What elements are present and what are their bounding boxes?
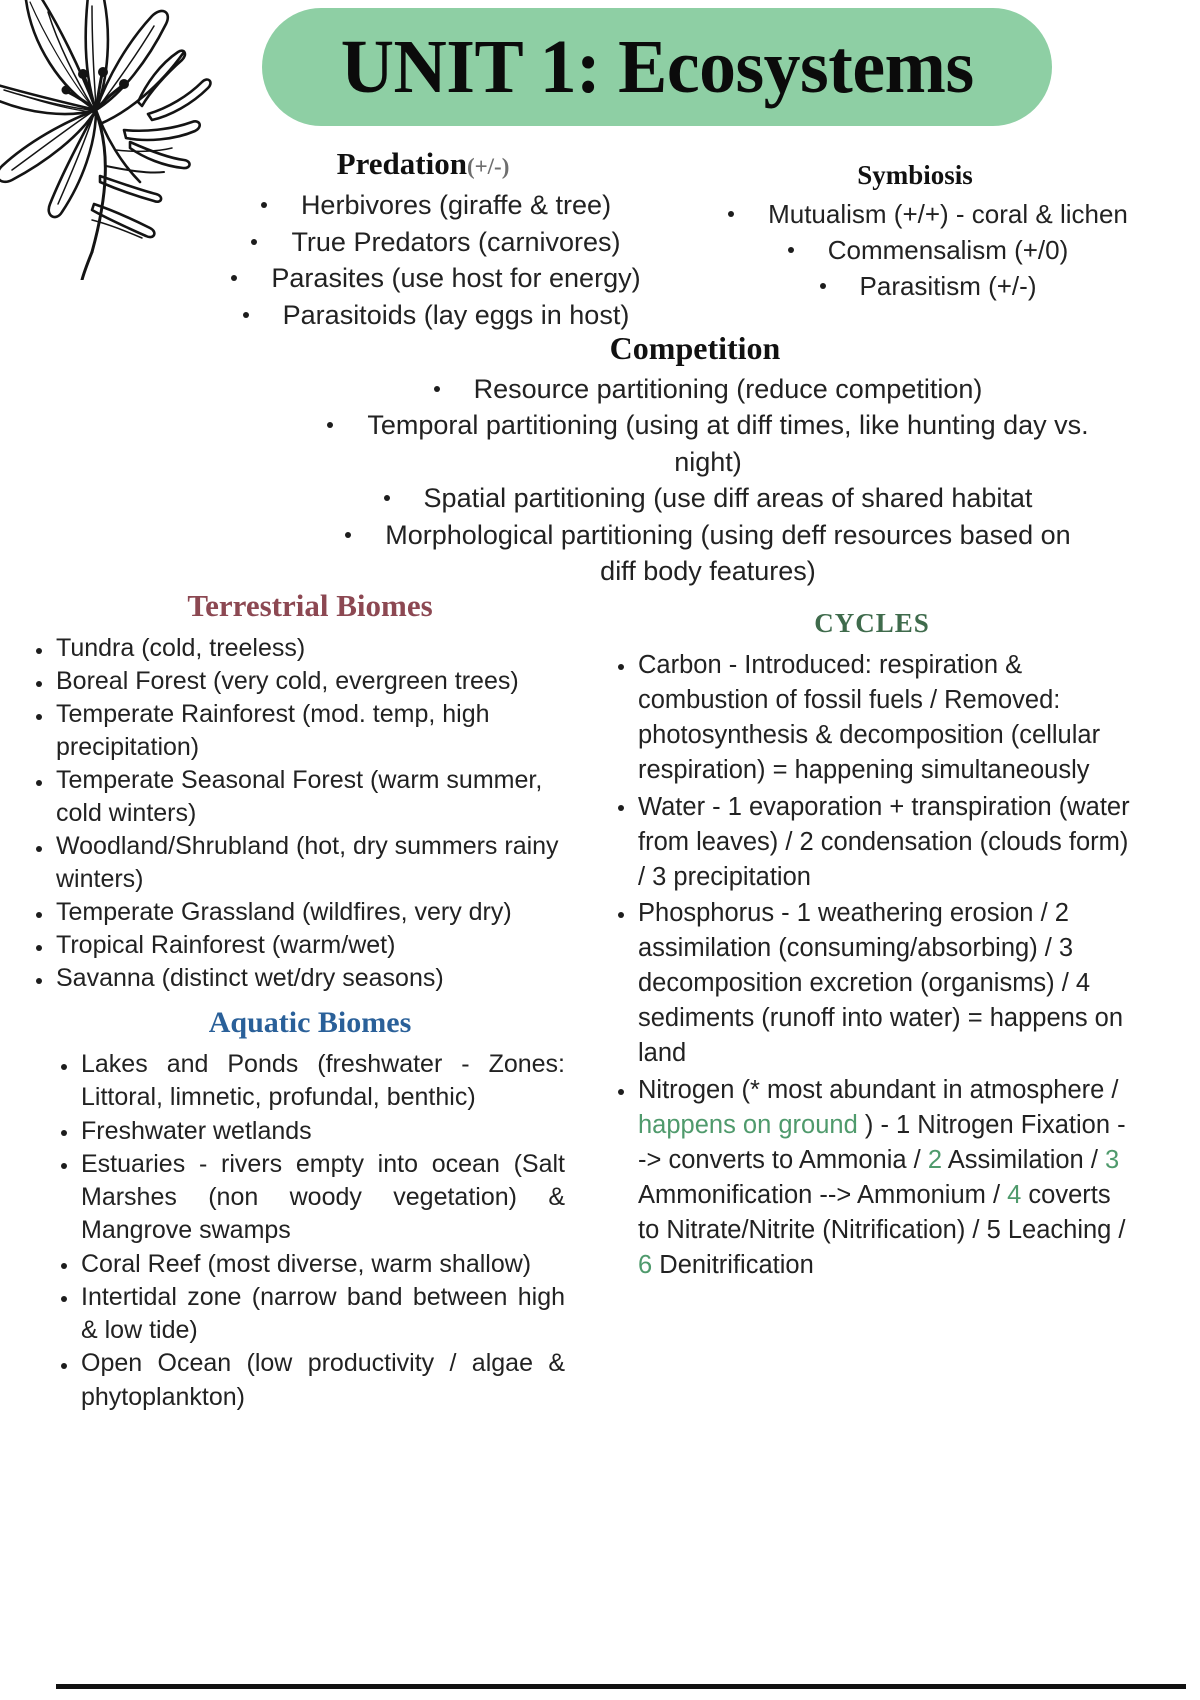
list-item: [188, 224, 658, 261]
predation-heading: [188, 146, 658, 182]
page-title: UNIT 1: Ecosystems: [340, 25, 974, 109]
predation-section: [188, 146, 658, 334]
aquatic-biomes-heading: Aquatic Biomes: [208, 1006, 412, 1039]
nitrogen-text-part: coverts to Nitrate/Nitrite (Nitrification) / 5 Leaching /: [638, 1180, 1126, 1244]
list-item: [300, 480, 1090, 516]
list-item: Savanna (distinct wet/dry seasons): [30, 962, 590, 995]
list-item-text: Commensalism (+/0): [827, 235, 1069, 266]
list-item: [188, 260, 658, 297]
competition-section: [300, 330, 1090, 590]
predation-heading-suffix: (+/-): [466, 154, 510, 179]
nitrogen-text-part: Denitrification: [652, 1250, 814, 1279]
list-item: Temperate Seasonal Forest (warm summer, cold winters): [30, 764, 590, 830]
list-item-water: Water - 1 evaporation + transpiration (water from leaves) / 2 condensation (clouds form) / 3 precipitation: [612, 790, 1132, 895]
nitrogen-accent-number: 4: [1007, 1180, 1022, 1209]
bullet-dot-icon: [243, 312, 249, 318]
aquatic-biomes-section: [55, 1006, 565, 1414]
nitrogen-accent-text: happens on ground: [638, 1110, 858, 1139]
list-item: Coral Reef (most diverse, warm shallow): [55, 1248, 565, 1281]
bullet-dot-icon: [231, 275, 237, 281]
list-item: [680, 232, 1150, 268]
list-item: [188, 187, 658, 224]
terrestrial-biomes-section: [30, 588, 590, 995]
list-item: [300, 517, 1090, 590]
list-item: [680, 268, 1150, 304]
page-bottom-divider: [56, 1684, 1186, 1689]
cycles-section: [612, 608, 1132, 1285]
list-item-text: Mutualism (+/+) - coral & lichen: [768, 199, 1128, 229]
bullet-dot-icon: [434, 386, 440, 392]
list-item: [300, 407, 1090, 480]
bullet-dot-icon: [788, 247, 794, 253]
list-item: Estuaries - rivers empty into ocean (Salt Marshes (non woody vegetation) & Mangrove swamps: [55, 1148, 565, 1248]
terrestrial-biomes-list: [30, 632, 590, 995]
list-item-text: Parasites (use host for energy): [271, 263, 641, 294]
nitrogen-text-part: ) - 1 Nitrogen Fixation --> converts to Ammonia /: [638, 1110, 1126, 1174]
list-item: Open Ocean (low productivity / algae & phytoplankton): [55, 1347, 565, 1414]
symbiosis-section: [680, 160, 1150, 304]
list-item: Temperate Grassland (wildfires, very dry): [30, 896, 590, 929]
predation-heading-text: Predation: [336, 146, 467, 181]
nitrogen-text-part: Ammonification --> Ammonium /: [638, 1180, 1008, 1209]
list-item: Temperate Rainforest (mod. temp, high precipitation): [30, 698, 590, 764]
list-item-text: Herbivores (giraffe & tree): [300, 190, 612, 220]
list-item: Lakes and Ponds (freshwater - Zones: Littoral, limnetic, profundal, benthic): [55, 1048, 565, 1115]
bullet-dot-icon: [384, 495, 390, 501]
nitrogen-text-part: Nitrogen (* most abundant in atmosphere /: [638, 1076, 1119, 1105]
terrestrial-biomes-heading: Terrestrial Biomes: [187, 588, 433, 623]
nitrogen-accent-number: 3: [1105, 1145, 1120, 1174]
predation-list: [188, 187, 658, 334]
list-item-carbon: Carbon - Introduced: respiration & combustion of fossil fuels / Removed: photosynthesis & decomposition (cellular respiration) = happening simultaneously: [612, 648, 1132, 788]
bullet-dot-icon: [261, 202, 267, 208]
cycles-list: [612, 648, 1132, 1283]
symbiosis-heading: Symbiosis: [857, 160, 973, 190]
list-item-text: Temporal partitioning (using at diff times, like hunting day vs. night): [367, 410, 1089, 477]
list-item-text: True Predators (carnivores): [291, 226, 621, 257]
list-item: Tropical Rainforest (warm/wet): [30, 929, 590, 962]
list-item: Boreal Forest (very cold, evergreen trees): [30, 665, 590, 698]
list-item-text: Morphological partitioning (using deff resources based on diff body features): [385, 519, 1071, 587]
list-item: Woodland/Shrubland (hot, dry summers rainy winters): [30, 830, 590, 896]
competition-list: [300, 371, 1090, 590]
list-item: Freshwater wetlands: [55, 1115, 565, 1148]
list-item-nitrogen: [612, 1073, 1132, 1283]
list-item-phosphorus: Phosphorus - 1 weathering erosion / 2 assimilation (consuming/absorbing) / 3 decomposition excretion (organisms) / 4 sediments (runoff into water) = happens on land: [612, 896, 1132, 1071]
list-item-text: Parasitoids (lay eggs in host): [282, 300, 630, 331]
bullet-dot-icon: [327, 422, 333, 428]
list-item-text: Parasitism (+/-): [859, 271, 1037, 302]
list-item: [680, 196, 1150, 232]
list-item: Intertidal zone (narrow band between high & low tide): [55, 1281, 565, 1348]
unit-title-banner: [262, 8, 1052, 126]
list-item: [300, 371, 1090, 407]
list-item: [188, 297, 658, 334]
bullet-dot-icon: [728, 211, 734, 217]
competition-heading: Competition: [609, 330, 781, 366]
bullet-dot-icon: [251, 239, 257, 245]
nitrogen-text-part: Assimilation /: [942, 1145, 1105, 1174]
nitrogen-accent-number: 2: [927, 1145, 943, 1174]
symbiosis-list: [680, 196, 1150, 304]
aquatic-biomes-list: [55, 1048, 565, 1414]
list-item-text: Resource partitioning (reduce competition): [473, 374, 983, 404]
list-item: Tundra (cold, treeless): [30, 632, 590, 665]
list-item-text: Spatial partitioning (use diff areas of shared habitat: [423, 483, 1033, 514]
bullet-dot-icon: [820, 283, 826, 289]
nitrogen-accent-number: 6: [638, 1250, 653, 1279]
bullet-dot-icon: [345, 532, 351, 538]
cycles-heading: CYCLES: [814, 608, 930, 638]
